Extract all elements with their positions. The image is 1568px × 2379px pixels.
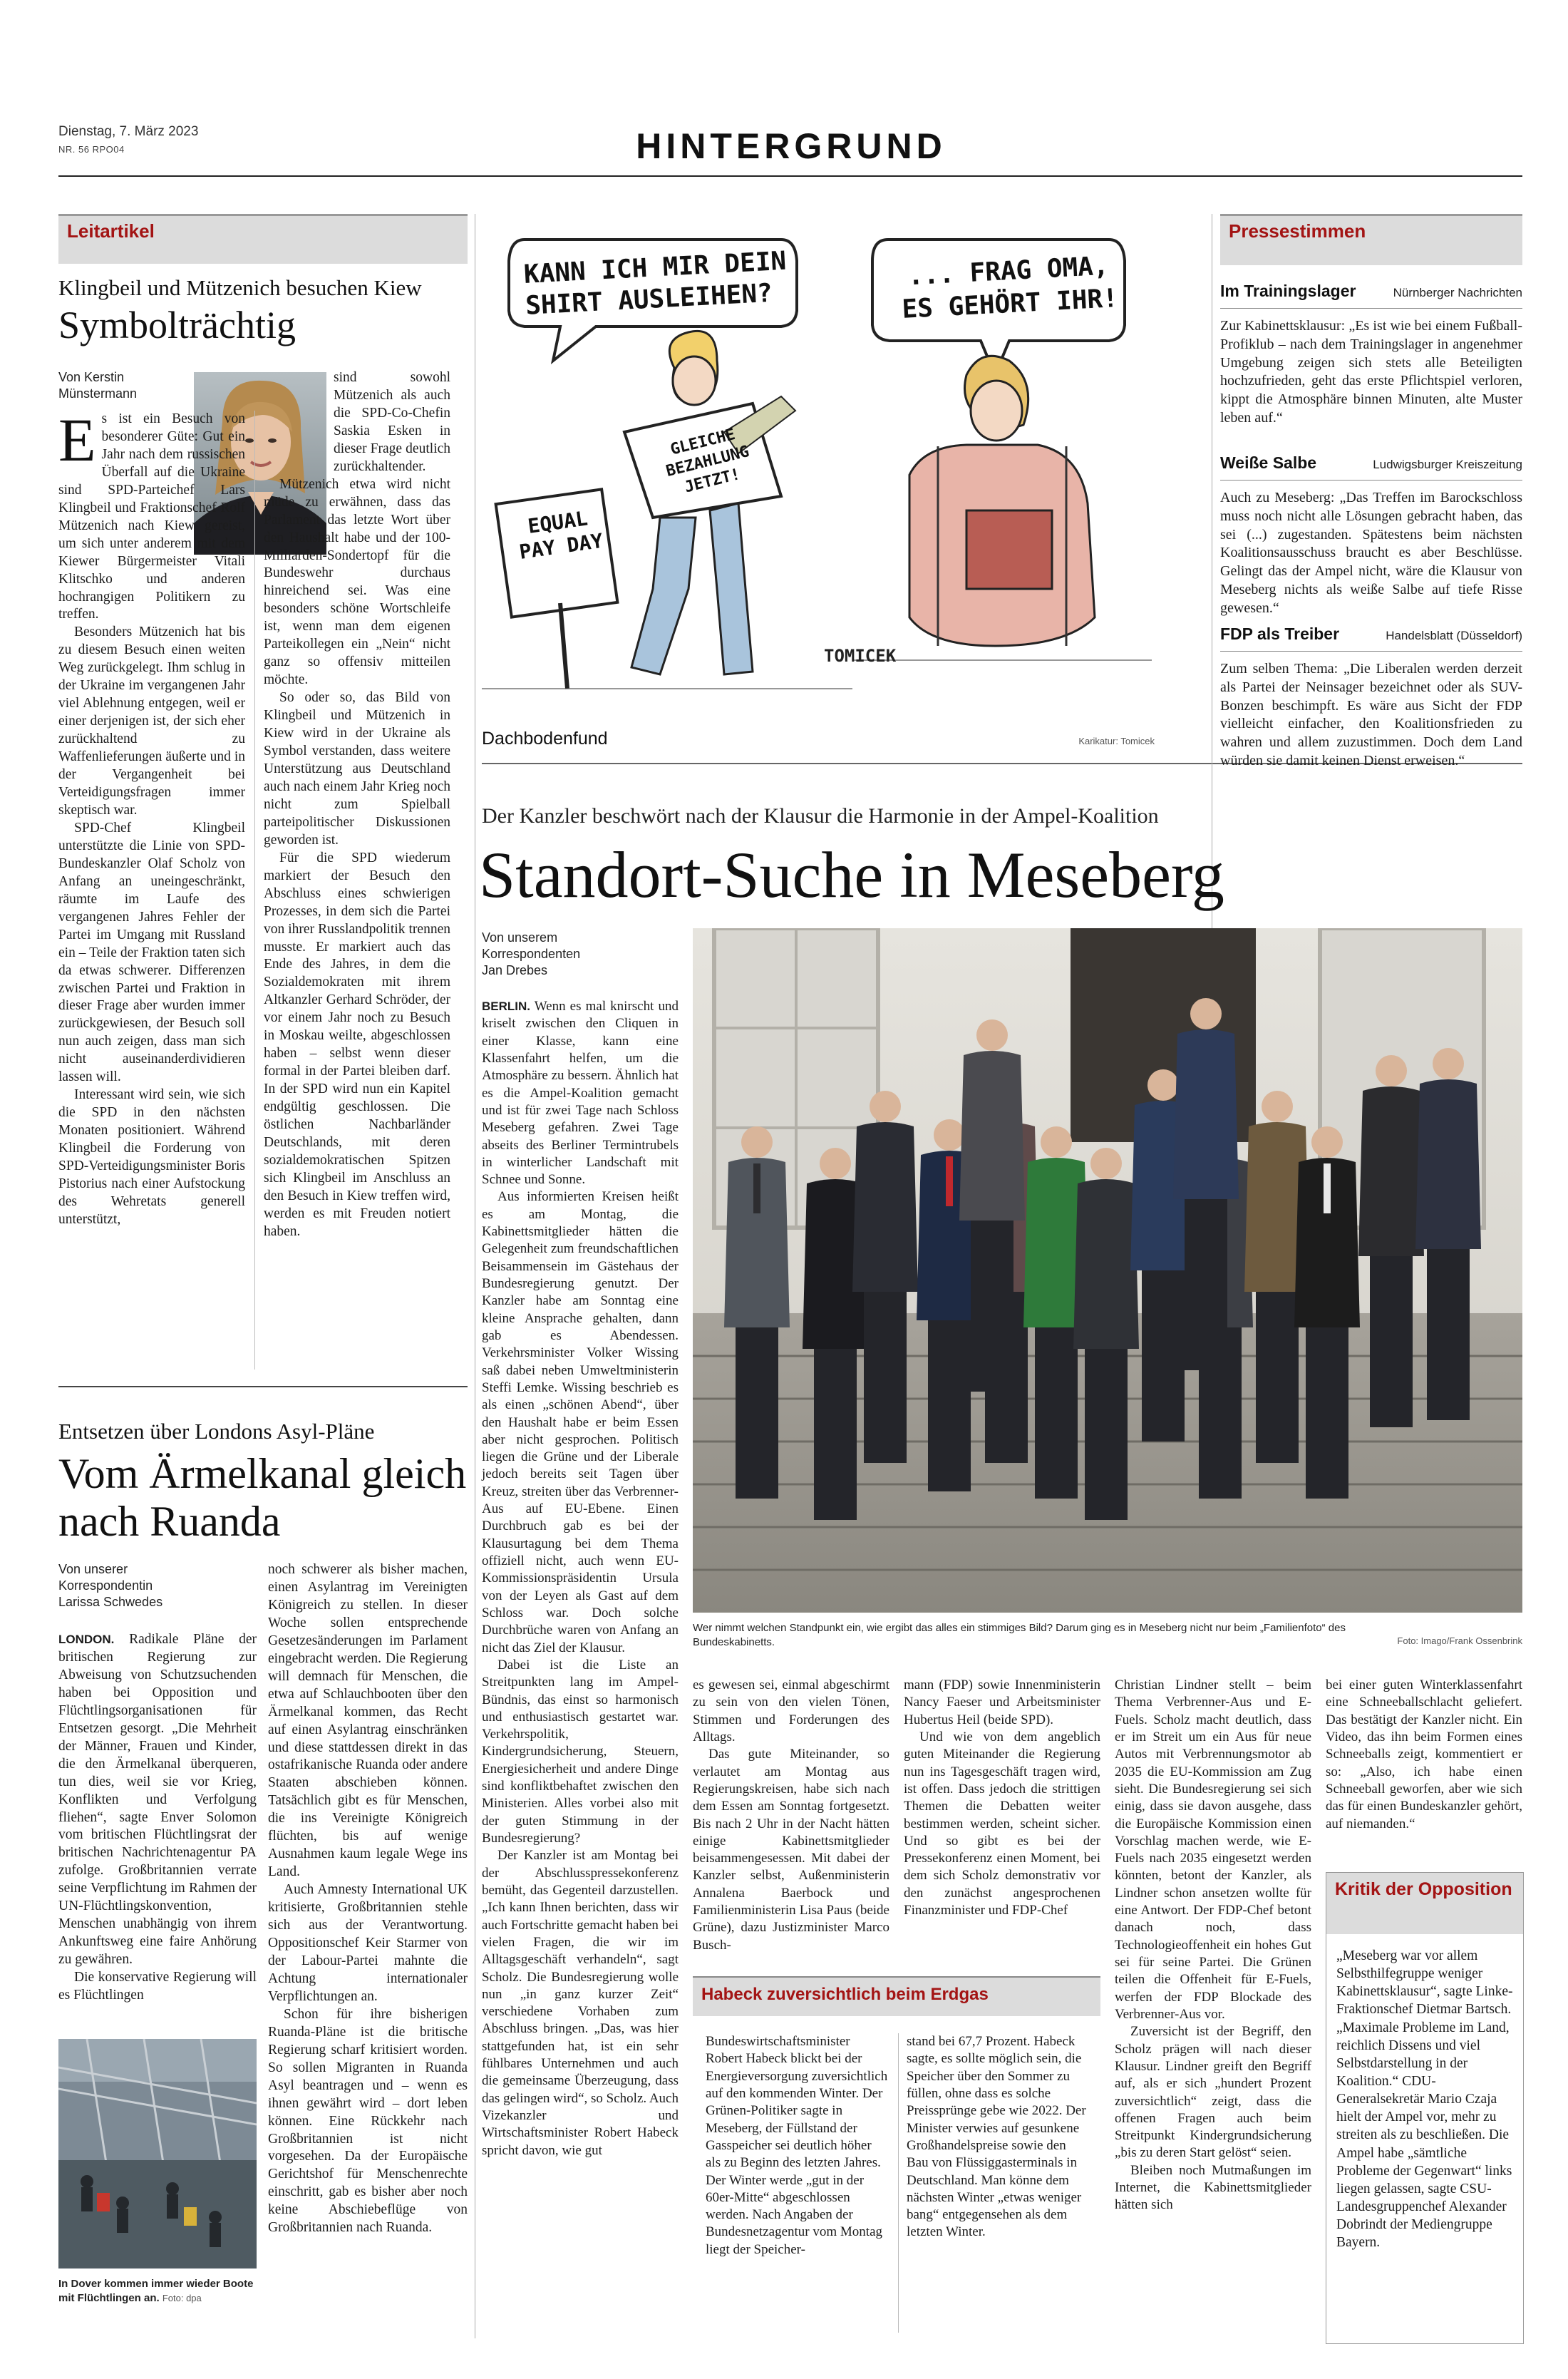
main-p4: Der Kanzler ist am Montag bei der Abschlusspressekonferenz bemüht, das Gegenteil darzustellen. „Ich kann Ihnen berichten, dass wir auch Fortschritte gemacht haben bei vielen Fragen, die wir im Alltagsgeschäft verhandeln“, sagt Scholz. Die Bundesregierung wolle nun „in ganz kurzer Zeit“ verschiedene Vorhaben zum Abschluss bringen. „Das, was hier stattgefunden hat, ist ein sehr fühlbares Unternehmen und auch die gemeinsame Überzeugung, dass das gelingen wird“, so Scholz. Auch Vizekanzler und Wirtschaftsminister Robert Habeck spricht davon, wie gut [482, 1848, 679, 2158]
person-head [1433, 1048, 1464, 1079]
leitartikel-p5: sind sowohl Mützenich als auch die SPD-Co-Chefin Saskia Esken in dieser Frage deutlich zurückhaltender. [334, 370, 450, 474]
leitartikel-rubric-label: Leitartikel [67, 220, 155, 242]
leitartikel-col1 [58, 406, 245, 1229]
column-rule [254, 411, 255, 1370]
cartoon-sign-text: EQUAL PAY DAY [517, 506, 605, 564]
person-legs [928, 1320, 971, 1491]
person-tie [753, 1163, 760, 1213]
quote-divider [1220, 480, 1522, 481]
dover-credit: Foto: dpa [162, 2292, 202, 2303]
opposition-text: „Meseberg war vor allem Selbsthilfegruppe weniger Kabinettsklausur“, sagte Linke-Fraktionschef Dietmar Bartsch. „Maximale Probleme im Land, reichlich Dissens und viel Selbstdarstellung in der Koalition.“ CDU-Generalsekretär Mario Czaja hielt der Ampel vor, mehr zu streiten als zu beschließen. Die Ampel habe „sämtliche Probleme der Gegenwart“ links liegen gelassen, sagte CSU-Landesgruppenchef Alexander Dobrindt der Mediengruppe Bayern. [1336, 1948, 1513, 2251]
main-byline: Von unserem Korrespondenten Jan Drebes [482, 930, 581, 978]
main-p1: Wenn es mal knirscht und kriselt zwischen den Cliquen in einer Klasse, kann eine Klassenfahrt helfen, um die Atmosphäre zu bessern. Ähnlich hat es die Ampel-Koalition gemacht und ist für zwei Tage nach Schloss Meseberg gefahren. Zwei Tage abseits des Berliner Termintrubels in winterlicher Landschaft mit Schnee und Sonne. [482, 999, 679, 1188]
leitartikel-p2: Besonders Mützenich hat bis zu diesem Besuch einen weiten Weg zurückgelegt. Ihm schlug in der Ukraine im vergangenen Jahr viel Ablehnung entgegen, weil er einer derjenigen ist, der sich eher zurückhaltend zu Waffenlieferungen äußerte und in der Vergangenheit bei Verteidigungsfragen immer skeptisch war. [58, 625, 245, 818]
habeck-col1: Bundeswirtschaftsminister Robert Habeck blickt bei der Energieversorgung zuversichtlich auf den kommenden Winter. Der Grünen-Politiker sagte in Meseberg, der Füllstand der Gasspeicher sei deutlich höher als zu Beginn des letzten Jahres. Der Winter werde „gut in der 60er-Mitte“ abgeschlossen werden. Nach Angaben der Bundesnetzagentur vom Montag liegt der Speicher- [706, 2034, 888, 2257]
person-head [741, 1126, 773, 1158]
habeck-rubric: Habeck zuversichtlich beim Erdgas [693, 1978, 1100, 2016]
cartoon-bubble-right: ... FRAG OMA, ES GEHÖRT IHR! [901, 251, 1119, 324]
main-col1 [482, 998, 679, 2159]
person-head [1090, 1148, 1122, 1179]
asyl-p3: noch schwerer als bisher machen, einen Asylantrag im Vereinigten Königreich zu stellen. In dieser Woche sollen entsprechende Gesetzesänderungen im Parlament eingebracht werden. Die Regierung will demnach für Menschen, die etwa auf Schlauchbooten über den Ärmelkanal kommen, das Recht auf einen Asylantrag einschränken und diese stattdessen direkt in das ostafrikanische Ruanda oder andere Staaten abschieben können. Tatsächlich gibt es für Menschen, die ins Vereinigte Königreich flüchten, bis auf wenige Ausnahmen kaum legale Wege ins Land. [268, 1562, 468, 1880]
person-head [870, 1091, 901, 1122]
leitartikel-p8: Für die SPD wiederum markiert der Besuch den Abschluss eines schwierigen Prozesses, in dem sich die Partei von ihrer Russlandpolitik trennen musste. Er markiert auch das Ende des Jahres, in dem die Sozialdemokraten mit ihrem Altkanzler Gerhard Schröder, der vor einem Jahr noch zu Besuch in Moskau weilte, abgeschlossen haben – selbst wenn dieser formal in der Partei bleiben darf. In der SPD wird nun ein Kapitel endgültig geschlossen. Die östlichen Nachbarländer Deutschlands, mit deren sozialdemokratischen Spitzen sich Klingbeil im Anschluss an den Besuch in Kiew treffen wird, werden es mit Freuden notiert haben. [264, 850, 450, 1239]
dover-photo [58, 2039, 257, 2268]
main-col4 [1115, 1677, 1311, 2214]
person-head [1041, 1126, 1072, 1158]
main-p8: Und wie von dem angeblich guten Miteinander die Regierung nun ins Tagesgeschäft tragen wird, ist offen. Dass jedoch die strittigen Themen die Debatten weiter bestimmen werden, scheint sicher. Und so gibt es bei der Pressekonferenz einen Moment, bei dem sich Scholz demonstrativ vor den zunächst angesprochenen Finanzminister und FDP-Chef [904, 1729, 1100, 1918]
person-tie [1388, 1092, 1395, 1142]
main-p12: bei einer guten Winterklassenfahrt eine Schneeballschlacht geliefert. Das bestätigt der Kanzler nicht. Ein Video, das ihn beim Formen eines Schneeballs zeigt, kommentiert er so: „Also, ich habe einen Schneeball geworfen, aber wie sich das für einen Bundeskanzler gehört, auf niemanden.“ [1326, 1677, 1522, 1831]
asyl-col2 [268, 1561, 468, 2237]
leitartikel-p6: Mützenich etwa wird nicht müde zu erwähnen, dass das Parlament das letzte Wort über den Haushalt habe und der 100-Milliarden-Sondertopf für die Bundeswehr durchaus hinreichend sei. Was eine besonders schöne Wortschleife ist, wenn man dem eigenen Parteikollegen ein „Nein“ nicht ganz so offensiv mitteilen möchte. [264, 476, 450, 688]
person-head [934, 1119, 965, 1151]
press-quote-2-text: Auch zu Meseberg: „Das Treffen im Barockschloss muss noch nicht alle Lösungen gebracht haben, das sei (...) zugestanden. Spätestens beim nächsten Koalitionsausschuss braucht es aber Beschlüsse. Gelingt das der Ampel nicht, wäre die Klausur von Meseberg nichts als weiße Salbe auf tiefe Risse gewesen.“ [1220, 490, 1522, 616]
asyl-p4: Auch Amnesty International UK kritisierte, Großbritannien stehle sich aus der Verantwortung. Oppositionschef Keir Starmer von der Labour-Partei mahnte die Achtung internationaler Verpflichtungen an. [268, 1882, 468, 2004]
person-legs [1370, 1256, 1413, 1427]
main-headline: Standort-Suche in Meseberg [479, 838, 1224, 911]
cabinet-photo-image [693, 928, 1522, 1613]
leitartikel-p1: s ist ein Besuch von besonderer Güte: Gut ein Jahr nach dem russischen Überfall auf die Ukraine sind SPD-Parteichef Lars Klingbeil und Fraktionschef Rolf Mützenich nach Kiew gereist, um sich unter anderem mit dem Kiewer Bürgermeister Vitali Klitschko und anderen hochrangigen Politikern zu treffen. [58, 411, 245, 622]
person-tie [1445, 1085, 1452, 1135]
dover-caption-text: In Dover kommen immer wieder Boote mit Flüchtlingen an. [58, 2278, 254, 2304]
main-p2: Aus informierten Kreisen heißt es am Montag, die Kabinettsmitglieder hätten die Gelegenheit zum freundschaftlichen Beisammensein im Gästehaus der Bundesregierung genutzt. Der Kanzler habe am Sonntag eine kleine Ansprache gehalten, dann gab es Abendessen. Verkehrsminister Volker Wissing saß dabei neben Umweltministerin Steffi Lemke. Wissing beschrieb es als einen „schönen Abend“, über den Haushalt habe er beim Essen aber nicht gesprochen. Politisch liegen die Grüne und der Liberale jedoch bereits seit Tagen über Kreuz, streiten über das Verbrenner-Aus auf EU-Ebene. Einen Durchbruch gab es bei der Klausurtagung bei dem Thema offiziell nicht, auch wenn EU-Kommissionspräsidentin Ursula von der Leyen als Gast auf dem Schloss war. Doch solche Durchbrüche waren von Anfang an nicht das Ziel der Klausur. [482, 1189, 679, 1655]
cartoon-bubble-left: KANN ICH MIR DEIN SHIRT AUSLEIHEN? [523, 246, 788, 321]
main-p5: es gewesen sei, einmal abgeschirmt zu sein von den vielen Tönen, Stimmen und Forderungen des Alltags. [693, 1677, 889, 1745]
asyl-byline: Von unserer Korrespondentin Larissa Schwedes [58, 1562, 163, 1610]
press-quote-1-text: Zur Kabinettsklausur: „Es ist wie bei einem Fußball-Profiklub – nach dem Trainingslager in angenehmer Umgebung zeigen sich stets alle Beteiligten hochzufrieden, geht das erste Pflichtspiel verloren, kippt die Atmosphäre binnen Minuten, alte Muster leben auf.“ [1220, 318, 1522, 426]
person-legs [971, 1221, 1013, 1392]
leitartikel-col2 [264, 369, 450, 1241]
cabinet-credit: Foto: Imago/Frank Ossenbrink [1397, 1635, 1522, 1646]
opposition-box [1326, 1872, 1524, 2344]
press-quote-2-source: Ludwigsburger Kreiszeitung [1373, 458, 1522, 471]
asyl-p1: Radikale Pläne der britischen Regierung zur Abweisung von Schutzsuchenden haben bei Opposition und Flüchtlingsorganisationen für Entsetzen gesorgt. „Die Mehrheit der Männer, Frauen und Kinder, die den Ärmelkanal überqueren, tun dies, weil sie vor Krieg, Konflikten und Verfolgung fliehen“, sagte Enver Solomon vom britischen Flüchtlingsrat der britischen Nachrichtenagentur PA zufolge. Großbritannien verrate seine Verpflichtung im Rahmen der UN-Flüchtlingskonvention, Menschen unabhängig von ihrem Ankunftsweg eine faire Anhörung zu gewähren. [58, 1632, 257, 1968]
person-legs [1185, 1199, 1227, 1370]
main-p10: Zuversicht ist der Begriff, den Scholz prägen will nach dieser Klausur. Lindner greift den Begriff auf, als er sich „hundert Prozent zuversichtlich“ zeigt, dass die offenen Fragen auch beim Streitpunkt Kindergrundsicherung „bis zu deren Start gelöst“ seien. [1115, 2024, 1311, 2161]
habeck-box [693, 1976, 1100, 2341]
main-p9: Christian Lindner stellt – beim Thema Verbrenner-Aus und E-Fuels. Scholz macht deutlich, dass er im Streit um ein Aus für neue Autos mit Verbrennungsmotor ab 2035 die EU-Kommission am Zug sieht. Die Bundesregierung sei sich einig, dass sie davon ausgehe, dass die Europäische Kommission einen Vorschlag machen werde, wie E-Fuels nach 2035 eingesetzt werden könnten, betont der Kanzler, als Lindner schon ansetzen wollte für eine Antwort. Der FDP-Chef betont danach noch, dass Technologieoffenheit ein hohes Gut sei für seine Partei. Die Grünen teilen die Offenheit für E-Fuels, werfen der FDP Blockade des Verbrenner-Aus vor. [1115, 1677, 1311, 2022]
issue-date: Dienstag, 7. März 2023 [58, 124, 199, 139]
person-tie [1202, 1035, 1209, 1085]
leitartikel-byline: Von Kerstin Münstermann [58, 370, 138, 401]
asyl-kicker: Entsetzen über Londons Asyl-Pläne [58, 1419, 375, 1444]
press-quote-3-text: Zum selben Thema: „Die Liberalen werden derzeit als Partei der Neinsager bezeichnet oder als SUV-Bonzen beschimpft. Es wäre aus Sicht der FDP vielleicht einfacher, den Koalitionsfrieden zu wahren und allem zuzustimmen. Doch dem Land würden sie damit keinen Dienst erweisen.“ [1220, 661, 1522, 769]
main-col2 [693, 1677, 889, 1954]
main-p6: Das gute Miteinander, so verlautet am Montag aus Regierungskreisen, habe sich nach dem Essen am Sonntag fortgesetzt. Bis nach 2 Uhr in der Nacht hätten einige Kabinettsmitglieder beisammengesessen. Mit dabei der Kanzler selbst, Außenministerin Annalena Baerbock und Familienministerin Lisa Paus (beide Grüne), dazu Justizminister Marco Busch- [693, 1747, 889, 1953]
quote-divider [1220, 308, 1522, 309]
person-tie [1274, 1128, 1281, 1178]
asyl-col1 [58, 1631, 257, 2005]
press-quote-2 [1220, 453, 1522, 618]
leitartikel-kicker: Klingbeil und Mützenich besuchen Kiew [58, 275, 422, 300]
person-legs [1256, 1292, 1299, 1463]
person-head [1376, 1055, 1407, 1086]
main-p7: mann (FDP) sowie Innenministerin Nancy Faeser und Arbeitsminister Hubertus Heil (beide SPD). [904, 1677, 1100, 1727]
issue-number: NR. 56 RPO04 [58, 144, 125, 155]
cabinet-photo [693, 928, 1522, 1613]
press-quote-1-head: Im Trainingslager [1220, 282, 1356, 300]
leitartikel-p4: Interessant wird sein, wie sich die SPD in den nächsten Monaten positioniert. Während Klingbeil die Forderung von SPD-Verteidigungsminister Boris Pistorius nach einer Aufstockung des Wehretats generell unterstützt, [58, 1087, 245, 1227]
asyl-p2: Die konservative Regierung will es Flüchtlingen [58, 1970, 257, 2003]
press-quote-3-source: Handelsblatt (Düsseldorf) [1386, 629, 1522, 642]
asyl-headline: Vom Ärmelkanal gleich nach Ruanda [58, 1450, 467, 1546]
person-legs [1035, 1327, 1078, 1499]
person-tie [882, 1128, 889, 1178]
person-tie [1103, 1185, 1110, 1235]
dover-caption [58, 2277, 265, 2305]
quote-divider [1220, 651, 1522, 652]
person-head [1311, 1126, 1343, 1158]
leitartikel-p7: So oder so, das Bild von Klingbeil und Mützenich in Kiew wird in der Ukraine als Symbol verstanden, dass weitere Unterstützung aus Deutschland auch nach einem Jahr Krieg noch nicht zum Spielball parteipolitischer Diskussionen geworden ist. [264, 690, 450, 848]
habeck-col2: stand bei 67,7 Prozent. Habeck sagte, es sollte möglich sein, die Speicher über den Sommer zu füllen, ohne dass es solche Preissprünge gebe wie 2022. Der Minister verwies auf gesunkene Großhandelspreise sowie den Bau von Flüssiggasterminals in Deutschland. Man könne dem nächsten Winter „etwas weniger bang“ entgegensehen als dem letzten Winter. [907, 2034, 1086, 2240]
cartoon-title: Dachbodenfund [482, 729, 608, 749]
main-place: BERLIN. [482, 1000, 530, 1013]
press-quote-3 [1220, 625, 1522, 771]
person-head [1262, 1091, 1293, 1122]
press-quote-1-source: Nürnberger Nachrichten [1393, 286, 1522, 299]
press-quote-3-head: FDP als Treiber [1220, 625, 1340, 643]
dover-photo-image [58, 2039, 257, 2268]
dropcap: E [58, 406, 96, 474]
person-legs [1427, 1249, 1470, 1420]
leitartikel-rubric [58, 214, 468, 264]
leitartikel-headline: Symbolträchtig [58, 304, 296, 346]
cartoon-shirt-text: GLEICHE BEZAHLUNG JETZT! [664, 426, 751, 497]
person-head [1190, 998, 1222, 1029]
person-tie [1324, 1163, 1331, 1213]
main-p3: Dabei ist die Liste an Streitpunkten lang im Ampel-Bündnis, das einst so harmonisch und enthusiastisch gestartet war. Verkehrspolitik, Kindergrundsicherung, Steuern, Energiesicherheit und andere Dinge sind konfliktbehaftet zwischen den Ministerien. Alles vorbei also mit der guten Stimmung in der Bundesregierung? [482, 1657, 679, 1846]
person-tie [989, 1057, 996, 1106]
opposition-rubric: Kritik der Opposition [1326, 1873, 1523, 1934]
press-quote-1 [1220, 282, 1522, 428]
person-legs [1306, 1327, 1348, 1499]
section-title: HINTERGRUND [636, 126, 947, 166]
asyl-p5: Schon für ihre bisherigen Ruanda-Pläne ist die britische Regierung scharf kritisiert worden. So sollen Migranten in Ruanda Asyl beantragen und – wenn es ihnen gewährt wird – dort leben können. Eine Rückkehr nach Großbritannien ist nicht vorgesehen. Da der Europäische Gerichtshof für Menschenrechte einschritt, gab es bisher aber noch keine Abschiebeflüge von Großbritannien nach Ruanda. [268, 2006, 468, 2236]
person-legs [736, 1327, 778, 1499]
pressestimmen-rubric [1220, 214, 1522, 265]
person-head [1147, 1069, 1179, 1101]
cartoon-signature: TOMICEK [824, 646, 897, 666]
main-col3 [904, 1677, 1100, 1919]
cabinet-caption: Wer nimmt welchen Standpunkt ein, wie ergibt das alles ein stimmiges Bild? Darum ging es in Meseberg nicht nur beim „Familienfoto“ des Bundeskabinetts. [693, 1622, 1346, 1648]
column-rule [898, 2033, 899, 2333]
header-rule [58, 175, 1522, 177]
cartoon [482, 218, 1155, 709]
leitartikel-p3: SPD-Chef Klingbeil unterstützte die Linie von SPD-Bundeskanzler Olaf Scholz von Anfang an uneingeschränkt, räumte im Laufe des vergangenen Jahres Fehler der Partei im Umgang mit Russland ein – Teile der Fraktion taten sich da etwas schwerer. Differenzen zwischen Partei und Fraktion in dieser Frage aber wurden immer zurückgewiesen, der Besuch soll nun auch zeigen, dass man sich nicht auseinanderdividieren lassen will. [58, 820, 245, 1085]
main-p11: Bleiben noch Mutmaßungen im Internet, die Kabinettsmitglieder hätten sich [1115, 2162, 1311, 2213]
person-head [820, 1148, 851, 1179]
person-legs [1085, 1349, 1128, 1520]
person-tie [1160, 1106, 1167, 1156]
asyl-place: LONDON. [58, 1633, 115, 1646]
cartoon-credit: Karikatur: Tomicek [1078, 736, 1155, 746]
person-legs [814, 1349, 857, 1520]
person-tie [1053, 1163, 1060, 1213]
pressestimmen-rubric-label: Pressestimmen [1229, 220, 1366, 242]
person-head [976, 1019, 1008, 1051]
person-tie [832, 1185, 839, 1235]
main-kicker: Der Kanzler beschwört nach der Klausur die Harmonie in der Ampel-Koalition [482, 804, 1159, 828]
person-tie [946, 1156, 953, 1206]
person-legs [1142, 1270, 1185, 1442]
person-legs [864, 1292, 907, 1463]
main-col5 [1326, 1677, 1522, 1833]
section-rule [58, 1386, 468, 1387]
press-quote-2-head: Weiße Salbe [1220, 453, 1317, 472]
